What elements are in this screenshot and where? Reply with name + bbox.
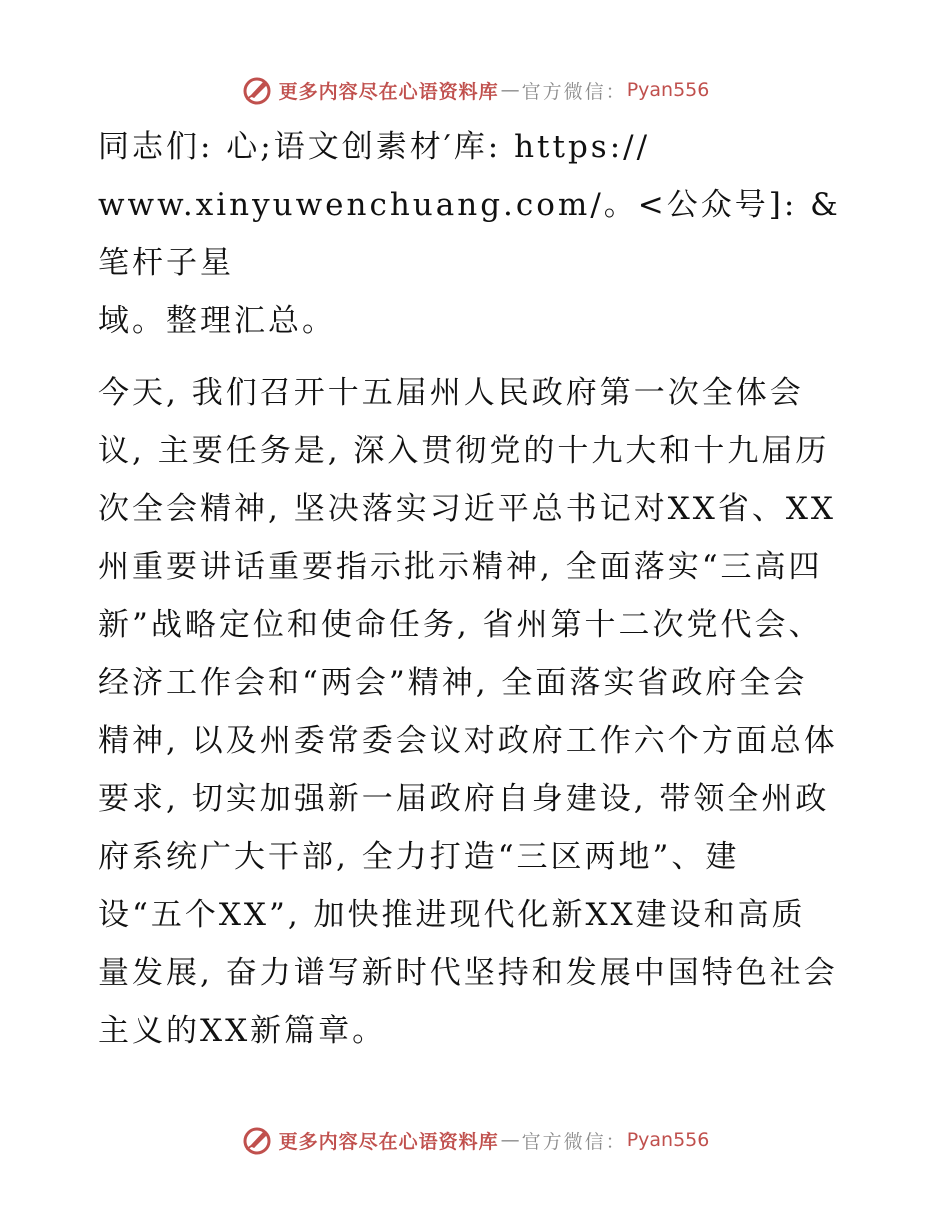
paragraph-intro: 同志们: 心;语文创素材′库: https:// www.xinyuwenchuang.com/。<公众号]: &笔杆子星 域。整理汇总。 [98,129,841,339]
header-banner-text: 更多内容尽在心语资料库 [278,80,499,103]
header-wechat-label: 官方微信： [521,80,627,103]
paragraph-main: 今天, 我们召开十五届州人民政府第一次全体会 议, 主要任务是, 深入贯彻党的十九大和十九届历 次全会精神, 坚决落实习近平总书记对XX省、XX 州重要讲话重要指示批示精神, 全面落实“三高四 新”战略定位和使命任务, 省州第十二次党代会、 经济工作会和“两会”精神, 全面落实省政府全会 精神, 以及州委常委会议对政府工作六个方面总体 要求, 切实加强新一届政府自身建设, 带领全州政 府系统广大干部, 全力打造“三区两地”、建 设“五个XX”, 加快推进现代化新XX建设和高质 量发展, 奋力谱写新时代坚持和发展中国特色社会 主义的XX新篇章。 [98,375,838,1049]
header-banner-dash: — [500,79,520,101]
footer-banner-dash: — [500,1129,520,1151]
footer-banner [0,1120,950,1160]
header-banner [0,70,950,110]
document-body [98,118,850,1074]
footer-wechat-label: 官方微信： [521,1130,627,1153]
brand-logo-icon [241,1124,273,1156]
footer-banner-text: 更多内容尽在心语资料库 [278,1130,499,1153]
header-wechat-id: Pyan556 [626,79,710,101]
brand-logo-icon [241,74,273,106]
footer-wechat-id: Pyan556 [626,1129,710,1151]
